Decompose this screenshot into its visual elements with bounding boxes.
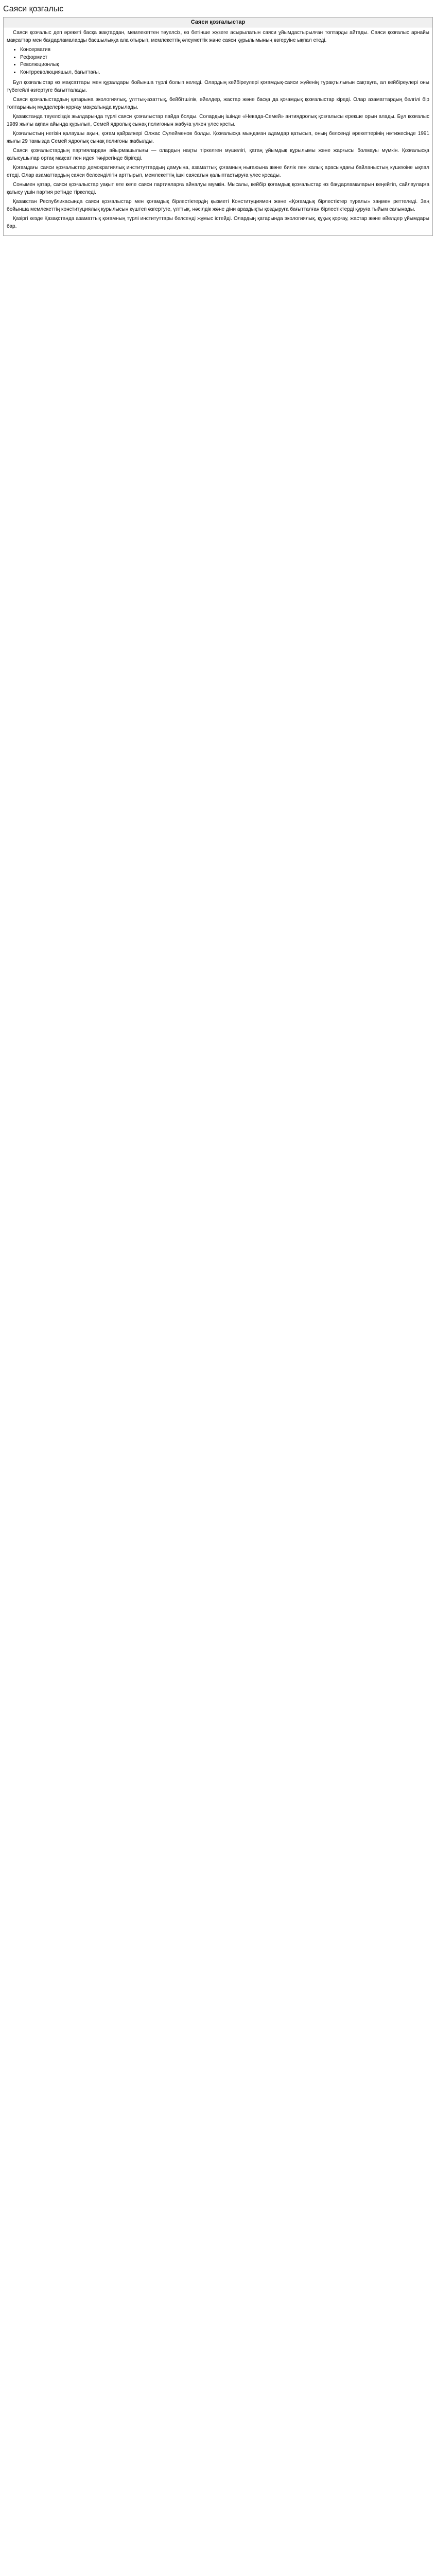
bullet-list <box>20 46 429 76</box>
body-paragraph: Саяси қозғалыстардың қатарына экологиялық, ұлттық-азаттық, бейбітшілік, әйелдер, жастар және басқа да қоғамдық қозғалыстар кіреді. Олар азаматтардың белгілі бір топтарының мүдделерін қорғау мақсатында құрылады. <box>7 97 429 110</box>
intro-paragraph: Саяси қозғалыс деп әрекеті басқа жақтардан, мемлекеттен тәуелсіз, өз бетінше жүзеге асырылатын саяси ұйымдастырылған топтарды айтады. Саяси қозғалыс арнайы мақсаттар мен бағдарламаларды басшылыққа ала отырып, мемлекеттің әлеуметтік және саяси құрылымының өзгеруіне ықпал етеді. <box>7 30 429 43</box>
body-paragraph: Қазақстанда тәуелсіздік жылдарында түрлі саяси қозғалыстар пайда болды. Солардың ішінде «Невада-Семей» антиядролық қозғалысы ерекше орын алады. Бұл қозғалыс 1989 жылы ақпан айында құрылып, Семей ядролық сынақ полигонын жабуға үлкен үлес қосты. <box>7 114 429 127</box>
body-paragraph: Бұл қозғалыстар өз мақсаттары мен құралдары бойынша түрлі болып келеді. Олардың кейбіреулері қоғамдық-саяси жүйенің тұрақтылығын сақтауға, ал кейбіреулері оны түбегейлі өзгертуге бағытталады. <box>7 80 429 93</box>
body-paragraph: Саяси қозғалыстардың партиялардан айырмашылығы — олардың нақты тіркелген мүшелігі, қатаң ұйымдық құрылымы және жарғысы болмауы мүмкін. Қозғалысқа қатысушылар ортақ мақсат пен идея төңірегінде бірігеді. <box>7 148 429 161</box>
body-paragraph: Қазақстан Республикасында саяси қозғалыстар мен қоғамдық бірлестіктердің қызметі Конституциямен және «Қоғамдық бірлестіктер туралы» заңмен реттеледі. Заң бойынша мемлекеттің конституциялық құрылысын күштеп өзгертуге, ұлттық, нәсілдік және діни араздықты қоздыруға бағытталған бірлестіктерді құруға тыйым салынады. <box>7 199 429 212</box>
body-paragraph: Қазіргі кезде Қазақстанда азаматтық қоғамның түрлі институттары белсенді жұмыс істейді. Олардың қатарында экологиялық, құқық қорғау, жастар және әйелдер ұйымдары бар. <box>7 216 429 229</box>
list-item: • Контрреволюцияшыл, бағыттағы. <box>20 69 429 77</box>
list-item: • Консерватив <box>20 46 429 54</box>
section-heading: Саяси қозғалыстар <box>4 18 432 27</box>
section-box <box>3 17 433 236</box>
section-body <box>4 27 432 235</box>
list-item: • Революционлық <box>20 61 429 69</box>
page-title: Саяси қозғалыс <box>3 5 64 13</box>
body-paragraph: Қоғамдағы саяси қозғалыстар демократиялық институттардың дамуына, азаматтық қоғамның нығаюына және билік пен халық арасындағы байланыстың күшеюіне ықпал етеді. Олар азаматтардың саяси белсенділігін арттырып, мемлекеттің ішкі саясатын қалыптастыруға үлес қосады. <box>7 165 429 178</box>
list-item: • Реформист <box>20 54 429 62</box>
body-paragraph: Сонымен қатар, саяси қозғалыстар уақыт өте келе саяси партияларға айналуы мүмкін. Мысалы, кейбір қоғамдық қозғалыстар өз бағдарламаларын кеңейтіп, сайлауларға қатысу үшін партия ретінде тіркеледі. <box>7 182 429 195</box>
body-paragraph: Қозғалыстың негізін қалаушы ақын, қоғам қайраткері Олжас Сүлейменов болды. Қозғалысқа мыңдаған адамдар қатысып, оның белсенді әрекеттерінің нәтижесінде 1991 жылы 29 тамызда Семей ядролық сынақ полигоны жабылды. <box>7 131 429 144</box>
